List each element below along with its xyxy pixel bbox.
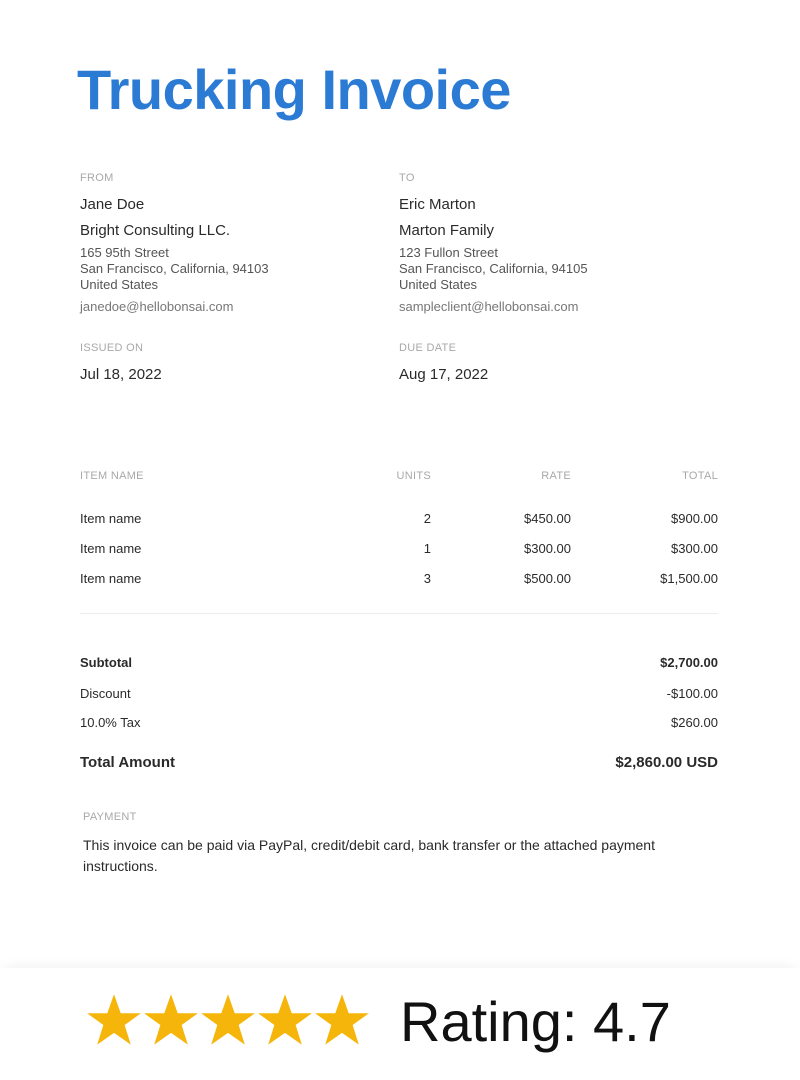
to-label: TO [399,172,415,184]
item-units-cell: 3 [423,570,431,586]
from-email: janedoe@hellobonsai.com [80,299,234,314]
subtotal-value: $2,700.00 [660,655,718,670]
item-rate-cell: $450.00 [524,510,571,526]
table-row [80,533,718,563]
tax-label: 10.0% Tax [80,715,141,730]
subtotal-row [80,655,718,670]
due-date-section [399,342,699,383]
from-name: Jane Doe [80,196,145,213]
header-item-name: ITEM NAME [80,470,144,482]
star-icon [314,992,370,1048]
issued-on-date: Jul 18, 2022 [80,366,162,383]
issued-on-section [80,342,380,383]
item-rate-cell: $500.00 [524,570,571,586]
subtotal-label: Subtotal [80,655,132,670]
header-rate: RATE [541,470,571,482]
total-amount-label: Total Amount [80,754,175,771]
items-divider [80,613,718,614]
table-row [80,563,718,593]
to-address [399,245,699,293]
to-address-line: United States [399,277,478,292]
item-total-cell: $1,500.00 [660,570,718,586]
items-table [80,469,718,593]
star-icon [143,992,199,1048]
invoice-title: Trucking Invoice [77,58,511,121]
due-date-value: Aug 17, 2022 [399,366,489,383]
item-name-cell: Item name [80,540,142,556]
from-address-line: United States [80,277,159,292]
star-icon [86,992,142,1048]
item-units-cell: 2 [423,510,431,526]
item-units-cell: 1 [423,540,431,556]
to-section [399,172,699,314]
item-rate-cell: $300.00 [524,540,571,556]
due-date-label: DUE DATE [399,342,457,354]
to-company: Marton Family [399,222,495,239]
star-icon [200,992,256,1048]
from-label: FROM [80,172,114,184]
rating-bar [0,968,800,1080]
issued-on-label: ISSUED ON [80,342,144,354]
rating-stars [86,992,370,1048]
header-units: UNITS [396,470,431,482]
from-company: Bright Consulting LLC. [80,222,231,239]
to-email: sampleclient@hellobonsai.com [399,299,579,314]
items-table-header [80,469,718,483]
discount-value: -$100.00 [666,686,718,701]
payment-label: PAYMENT [83,811,137,823]
table-row [80,503,718,533]
star-icon [257,992,313,1048]
total-amount-value: $2,860.00 USD [615,754,718,771]
from-section [80,172,380,314]
to-address-line: 123 Fullon Street [399,245,499,260]
item-name-cell: Item name [80,510,142,526]
to-name: Eric Marton [399,196,476,213]
to-address-line: San Francisco, California, 94105 [399,261,588,276]
discount-row [80,686,718,701]
from-address-line: San Francisco, California, 94103 [80,261,269,276]
discount-label: Discount [80,686,131,701]
from-address [80,245,380,293]
from-address-line: 165 95th Street [80,245,169,260]
tax-row [80,715,718,730]
item-name-cell: Item name [80,570,142,586]
payment-note: This invoice can be paid via PayPal, credit/debit card, bank transfer or the attached payment instructions. [83,837,655,874]
payment-section [83,811,713,877]
rating-text: Rating: 4.7 [400,990,671,1053]
total-amount-row [80,754,718,771]
header-total: TOTAL [682,470,718,482]
tax-value: $260.00 [671,715,718,730]
item-total-cell: $900.00 [671,510,718,526]
item-total-cell: $300.00 [671,540,718,556]
